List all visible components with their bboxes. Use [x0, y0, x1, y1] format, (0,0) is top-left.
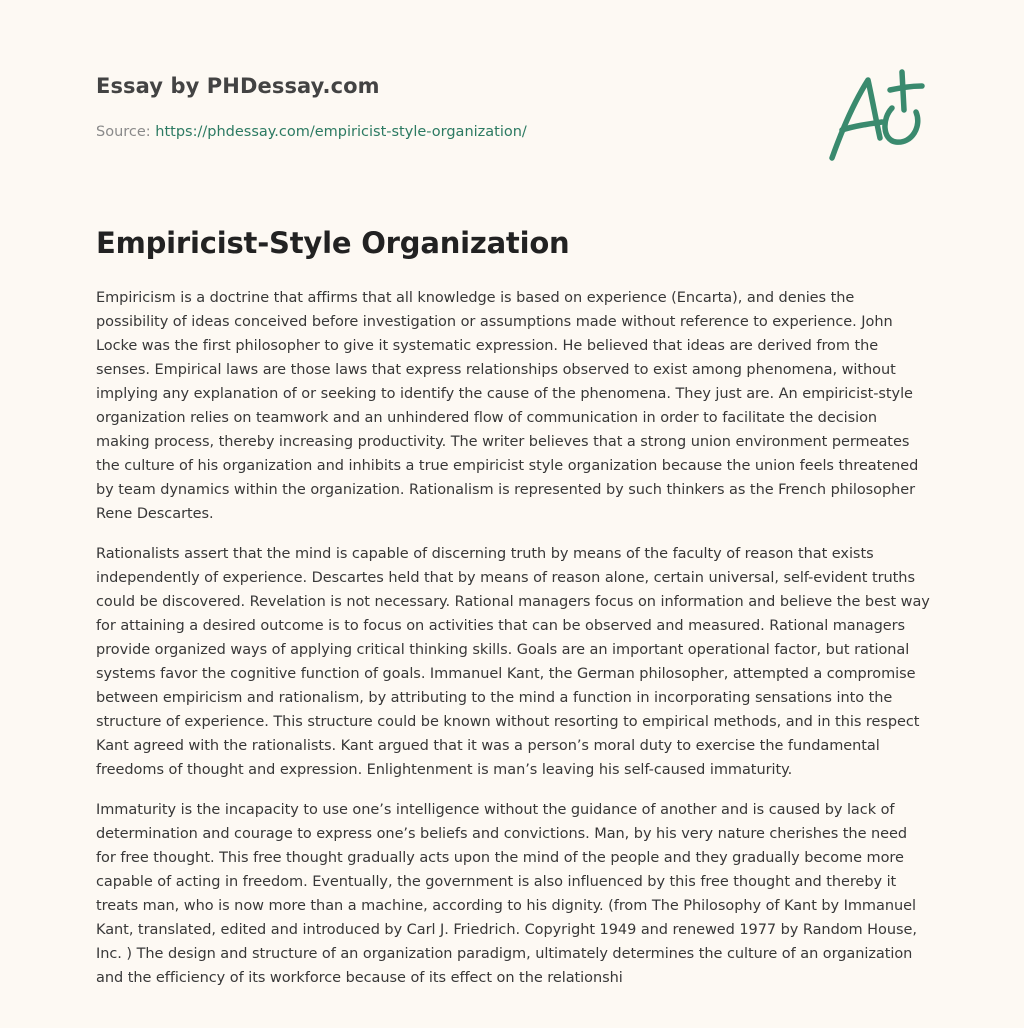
site-title: Essay by PHDessay.com [96, 74, 380, 98]
source-line [96, 124, 527, 140]
a-plus-logo-icon [824, 68, 928, 164]
source-link[interactable]: https://phdessay.com/empiricist-style-organization/ [155, 124, 527, 140]
page-header [96, 0, 928, 200]
essay-paragraph: Empiricism is a doctrine that affirms that all knowledge is based on experience (Encarta), and denies the possibility of ideas conceived before investigation or assumptions made without reference to experience. John Locke was the first philosopher to give it systematic expression. He believed that ideas are derived from the senses. Empirical laws are those laws that express relationships observed to exist among phenomena, without implying any explanation of or seeking to identify the cause of the phenomena. They just are. An empiricist-style organization relies on teamwork and an unhindered flow of communication in order to facilitate the decision making process, thereby increasing productivity. The writer believes that a strong union environment permeates the culture of his organization and inhibits a true empiricist style organization because the union feels threatened by team dynamics within the organization. Rationalism is represented by such thinkers as the French philosopher Rene Descartes. [96, 290, 919, 522]
essay-paragraph: Rationalists assert that the mind is capable of discerning truth by means of the faculty of reason that exists independently of experience. Descartes held that by means of reason alone, certain universal, self-evident truths could be discovered. Revelation is not necessary. Rational managers focus on information and believe the best way for attaining a desired outcome is to focus on activities that can be observed and measured. Rational managers provide organized ways of applying critical thinking skills. Goals are an important operational factor, but rational systems favor the cognitive function of goals. Immanuel Kant, the German philosopher, attempted a compromise between empiricism and rationalism, by attributing to the mind a function in incorporating sensations into the structure of experience. This structure could be known without resorting to empirical methods, and in this respect Kant agreed with the rationalists. Kant argued that it was a person’s moral duty to exercise the fundamental freedoms of thought and expression. Enlightenment is man’s leaving his self-caused immaturity. [96, 546, 930, 778]
essay-paragraph: Immaturity is the incapacity to use one’s intelligence without the guidance of another and is caused by lack of determination and courage to express one’s beliefs and convictions. Man, by his very nature cherishes the need for free thought. This free thought gradually acts upon the mind of the people and they gradually become more capable of acting in freedom. Eventually, the government is also influenced by this free thought and thereby it treats man, who is now more than a machine, according to his dignity. (from The Philosophy of Kant by Immanuel Kant, translated, edited and introduced by Carl J. Friedrich. Copyright 1949 and renewed 1977 by Random House, Inc. ) The design and structure of an organization paradigm, ultimately determines the culture of an organization and the efficiency of its workforce because of its effect on the relationshi [96, 802, 917, 986]
essay-body [96, 286, 930, 1006]
source-label: Source: [96, 124, 151, 140]
essay-title: Empiricist-Style Organization [96, 226, 570, 260]
